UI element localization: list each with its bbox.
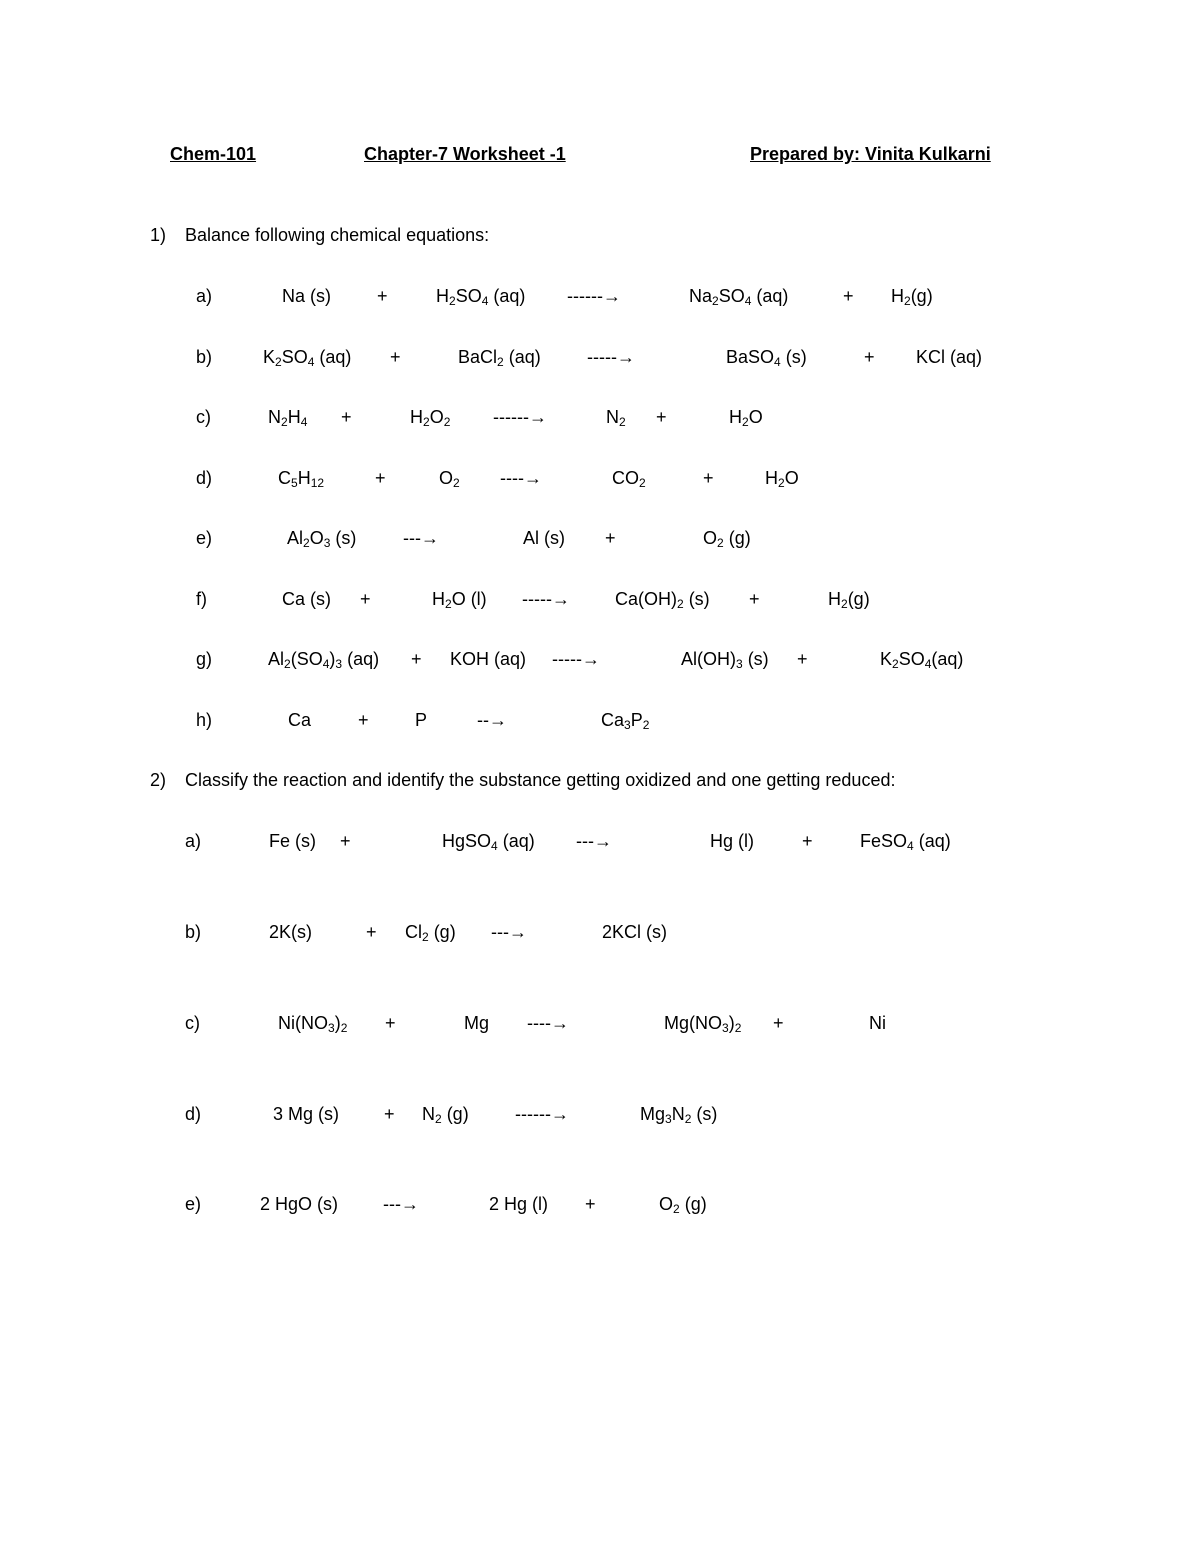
question-text: Balance following chemical equations: — [185, 225, 490, 245]
plus-sign: + — [797, 649, 808, 669]
prepared-by: Prepared by: Vinita Kulkarni — [750, 144, 991, 164]
chemical-term: BaCl$_2$ (aq) — [458, 347, 541, 369]
q1-equation-e — [0, 528, 1200, 556]
plus-sign: + — [390, 347, 401, 367]
chemical-term: $N_2$ — [606, 407, 626, 429]
q2-equation-a — [0, 831, 1200, 859]
plus-sign: + — [802, 831, 813, 851]
equation-label: f) — [196, 589, 207, 609]
reaction-arrow: ---→ — [576, 831, 612, 851]
question-1-prompt — [150, 225, 489, 246]
plus-sign: + — [360, 589, 371, 609]
chemical-term: $K_2SO_4$ (aq) — [263, 347, 352, 369]
question-number: 2) — [150, 770, 167, 790]
reaction-arrow: ------→ — [515, 1104, 569, 1124]
chemical-term: Mg — [464, 1013, 490, 1033]
reaction-arrow: ---→ — [403, 528, 439, 548]
chemical-term: $H_2O$ — [765, 468, 799, 490]
chemical-term: BaSO$_4$ (s) — [726, 347, 807, 369]
equation-label: d) — [185, 1104, 202, 1124]
reaction-arrow: -----→ — [552, 649, 600, 669]
chemical-term: $O_2$ (g) — [659, 1194, 707, 1216]
reaction-arrow: ------→ — [567, 286, 621, 306]
equation-label: e) — [196, 528, 213, 548]
chemical-term: Na (s) — [282, 286, 331, 306]
equation-label: h) — [196, 710, 213, 730]
chemical-term: Hg (l) — [710, 831, 754, 851]
chemical-term: 2KCl (s) — [602, 922, 668, 942]
chemical-term: $Ca(OH)_2$ (s) — [615, 589, 710, 611]
reaction-arrow: --→ — [477, 710, 507, 730]
plus-sign: + — [656, 407, 667, 427]
question-number: 1) — [150, 225, 167, 245]
chemical-term: $Mg_3N_2$ (s) — [640, 1104, 718, 1126]
question-text: Classify the reaction and identify the substance getting oxidized and one getting reduced: — [185, 770, 896, 790]
chemical-term: Fe (s) — [269, 831, 316, 851]
plus-sign: + — [377, 286, 388, 306]
q2-equation-c — [0, 1013, 1200, 1041]
plus-sign: + — [605, 528, 616, 548]
chemical-term: $K_2SO_4(aq)$ — [880, 649, 964, 671]
question-2-prompt — [150, 770, 895, 791]
equation-label: b) — [185, 922, 202, 942]
chemical-term: Ni — [869, 1013, 886, 1033]
reaction-arrow: ------→ — [493, 407, 547, 427]
equation-label: a) — [196, 286, 213, 306]
plus-sign: + — [358, 710, 369, 730]
chemical-term: $H_2O$ (l) — [432, 589, 487, 611]
chemical-term: $H_2O$ — [729, 407, 763, 429]
chemical-term: $Al_2O_3$ (s) — [287, 528, 357, 550]
equation-label: b) — [196, 347, 213, 367]
chemical-term: 2 HgO (s) — [260, 1194, 339, 1214]
q2-equation-d — [0, 1104, 1200, 1132]
worksheet-title: Chapter-7 Worksheet -1 — [364, 144, 566, 164]
chemical-term: KOH (aq) — [450, 649, 527, 669]
chemical-term: Ca (s) — [282, 589, 331, 609]
chemical-term: $H_2O_2$ — [410, 407, 451, 429]
chemical-term: Ca — [288, 710, 312, 730]
chemical-term: 2 Hg (l) — [489, 1194, 549, 1214]
plus-sign: + — [385, 1013, 396, 1033]
chemical-term: $H_2SO_4$ (aq) — [436, 286, 526, 308]
chemical-term: KCl (aq) — [916, 347, 983, 367]
q2-equation-b — [0, 922, 1200, 950]
chemical-term: 3 Mg (s) — [273, 1104, 340, 1124]
reaction-arrow: -----→ — [587, 347, 635, 367]
chemical-term: Al (s) — [523, 528, 565, 548]
reaction-arrow: ----→ — [500, 468, 542, 488]
q1-equation-h — [0, 710, 1200, 738]
chemical-term: $Al(OH)_3$ (s) — [681, 649, 769, 671]
chemical-term: $O_2$ — [439, 468, 460, 490]
plus-sign: + — [703, 468, 714, 488]
reaction-arrow: ----→ — [527, 1013, 569, 1033]
chemical-term: $Al_2(SO_4)_3$ (aq) — [268, 649, 380, 671]
chemical-term: $CO_2$ — [612, 468, 646, 490]
reaction-arrow: -----→ — [522, 589, 570, 609]
q1-equation-a — [0, 286, 1200, 314]
chemical-term: P — [415, 710, 428, 730]
q1-equation-g — [0, 649, 1200, 677]
chemical-term: $C_5H_{12}$ — [278, 468, 325, 490]
chemical-term: $H_2(g)$ — [891, 286, 933, 308]
chemical-term: $Mg(NO_3)_2$ — [664, 1013, 742, 1035]
chemical-term: FeSO$_4$ (aq) — [860, 831, 951, 853]
q1-equation-b — [0, 347, 1200, 375]
plus-sign: + — [366, 922, 377, 942]
equation-label: c) — [196, 407, 211, 427]
plus-sign: + — [340, 831, 351, 851]
reaction-arrow: ---→ — [491, 922, 527, 942]
q1-equation-d — [0, 468, 1200, 496]
q1-equation-f — [0, 589, 1200, 617]
equation-label: a) — [185, 831, 202, 851]
chemical-term: $Na_2SO_4$ (aq) — [689, 286, 789, 308]
plus-sign: + — [375, 468, 386, 488]
q2-equation-e — [0, 1194, 1200, 1222]
chemical-term: $Ni(NO_3)_2$ — [278, 1013, 348, 1035]
plus-sign: + — [749, 589, 760, 609]
course-code: Chem-101 — [170, 144, 257, 164]
chemical-term: $N_2$ (g) — [422, 1104, 469, 1126]
reaction-arrow: ---→ — [383, 1194, 419, 1214]
chemical-term: HgSO$_4$ (aq) — [442, 831, 535, 853]
q1-equation-c — [0, 407, 1200, 435]
plus-sign: + — [773, 1013, 784, 1033]
equation-label: c) — [185, 1013, 200, 1033]
chemical-term: $Cl_2$ (g) — [405, 922, 456, 944]
chemical-term: $N_2H_4$ — [268, 407, 308, 429]
chemical-term: $Ca_3P_2$ — [601, 710, 650, 732]
plus-sign: + — [341, 407, 352, 427]
equation-label: d) — [196, 468, 213, 488]
chemical-term: 2K(s) — [269, 922, 313, 942]
plus-sign: + — [843, 286, 854, 306]
plus-sign: + — [585, 1194, 596, 1214]
chemical-term: $O_2$ (g) — [703, 528, 751, 550]
plus-sign: + — [411, 649, 422, 669]
chemical-term: $H_2(g)$ — [828, 589, 870, 611]
plus-sign: + — [864, 347, 875, 367]
equation-label: e) — [185, 1194, 202, 1214]
equation-label: g) — [196, 649, 213, 669]
plus-sign: + — [384, 1104, 395, 1124]
